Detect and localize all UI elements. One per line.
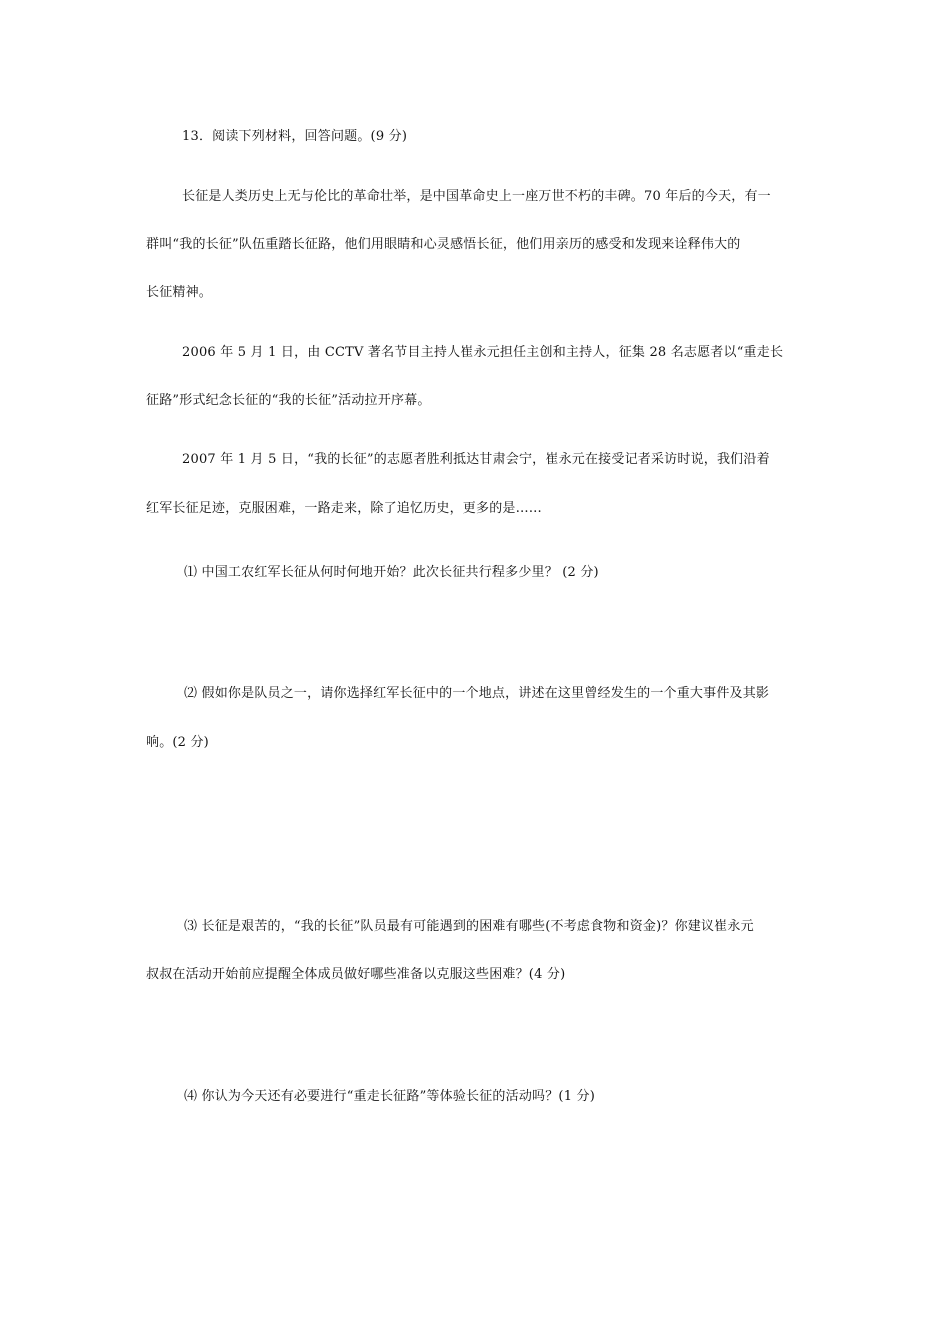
subquestion-4: ⑷ 你认为今天还有必要进行“重走长征路”等体验长征的活动吗？(1 分) [184, 1089, 595, 1104]
material-line: 2006 年 5 月 1 日，由 CCTV 著名节目主持人崔永元担任主创和主持人，征集 28 名志愿者以“重走长 [182, 345, 784, 360]
material-line: 红军长征足迹，克服困难，一路走来，除了追忆历史，更多的是…… [146, 501, 543, 516]
material-line: 群叫“我的长征”队伍重踏长征路，他们用眼睛和心灵感悟长征，他们用亲历的感受和发现来诠释伟大的 [146, 237, 741, 252]
subquestion-line: ⑵ 假如你是队员之一，请你选择红军长征中的一个地点，讲述在这里曾经发生的一个重大事件及其影 [184, 686, 770, 701]
subquestion-line: 叔叔在活动开始前应提醒全体成员做好哪些准备以克服这些困难？(4 分) [146, 967, 566, 982]
material-line: 长征精神。 [146, 285, 213, 300]
material-line: 征路”形式纪念长征的“我的长征”活动拉开序幕。 [146, 393, 431, 408]
subquestion-1: ⑴ 中国工农红军长征从何时何地开始？此次长征共行程多少里？ (2 分) [184, 565, 599, 580]
subquestion-line: ⑶ 长征是艰苦的，“我的长征”队员最有可能遇到的困难有哪些(不考虑食物和资金)？你建议崔永元 [184, 919, 754, 934]
subquestion-line: 响。(2 分) [146, 735, 209, 750]
material-line: 长征是人类历史上无与伦比的革命壮举，是中国革命史上一座万世不朽的丰碑。70 年后的今天，有一 [182, 189, 771, 204]
material-line: 2007 年 1 月 5 日，“我的长征”的志愿者胜利抵达甘肃会宁，崔永元在接受记者采访时说，我们沿着 [182, 452, 770, 467]
question-title: 13．阅读下列材料，回答问题。(9 分) [182, 129, 408, 144]
